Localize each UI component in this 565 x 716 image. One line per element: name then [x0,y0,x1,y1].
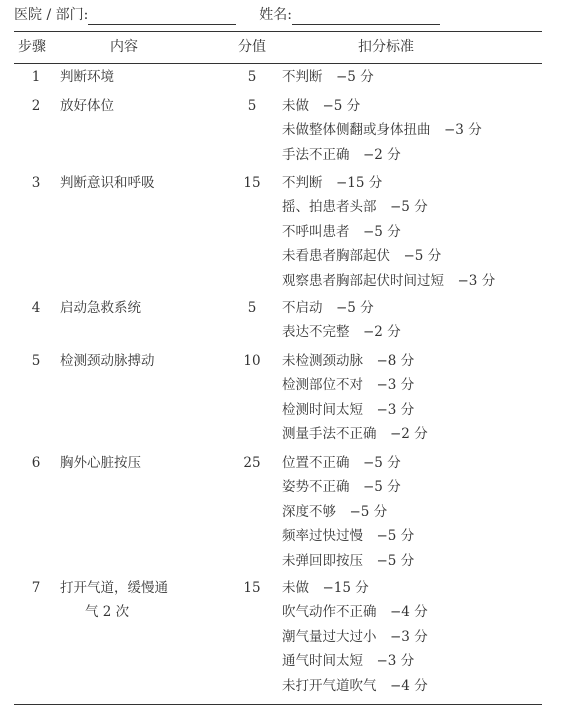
deduction-criteria [282,296,401,345]
deduction-item: 摇、拍患者头部 −5 分 [282,199,428,216]
score-value: 5 [247,98,257,114]
deduction-item: 未看患者胸部起伏 −5 分 [282,248,442,265]
deduction-item: 吹气动作不正确 −4 分 [282,604,428,621]
step-number: 6 [31,455,41,471]
deduction-item: 检测时间太短 −3 分 [282,401,415,418]
score-value: 15 [243,175,261,191]
deduction-item: 测量手法不正确 −2 分 [282,426,428,443]
col-header-step: 步骤 [18,39,46,55]
step-content [60,94,210,118]
deduction-item: 不启动 −5 分 [282,300,374,316]
deduction-item: 深度不够 −5 分 [282,503,388,520]
deduction-item: 未弹回即按压 −5 分 [282,552,415,569]
content-line: 放好体位 [60,98,114,114]
deduction-item: 不判断 −15 分 [282,175,383,191]
deduction-item: 姿势不正确 −5 分 [282,479,401,496]
table-bottom-rule [14,704,542,705]
content-line: 打开气道，缓慢通 [60,580,168,596]
deduction-criteria [282,171,495,293]
deduction-item: 检测部位不对 −3 分 [282,377,415,394]
deduction-item: 手法不正确 −2 分 [282,146,401,163]
deduction-item: 不呼叫患者 −5 分 [282,223,401,240]
content-line: 胸外心脏按压 [60,455,141,471]
deduction-criteria [282,65,374,89]
score-value: 10 [243,353,261,369]
content-line: 判断意识和呼吸 [60,175,155,191]
step-number: 2 [31,98,41,114]
deduction-item: 表达不完整 −2 分 [282,324,401,341]
step-content [60,296,210,320]
step-content [60,65,210,89]
deduction-item: 未检测颈动脉 −8 分 [282,353,415,369]
form-header [14,5,440,25]
step-number: 5 [31,353,41,369]
score-value: 5 [247,69,257,85]
step-number: 1 [31,69,41,85]
step-content [60,171,210,195]
col-header-deduction: 扣分标准 [358,39,414,55]
content-line: 判断环境 [60,69,114,85]
deduction-criteria [282,576,428,698]
deduction-item: 未做整体侧翻或身体扭曲 −3 分 [282,122,482,139]
deduction-item: 观察患者胸部起伏时间过短 −3 分 [282,272,496,289]
deduction-item: 位置不正确 −5 分 [282,455,401,471]
col-header-content: 内容 [110,39,138,55]
deduction-item: 不判断 −5 分 [282,69,374,85]
hospital-blank-line [88,8,236,25]
deduction-item: 未做 −15 分 [282,580,369,596]
step-number: 7 [31,580,41,596]
table-top-rule [14,31,542,32]
step-number: 4 [31,300,41,316]
step-number: 3 [31,175,41,191]
deduction-criteria [282,451,414,573]
hospital-label: 医院 / 部门: [14,7,89,23]
content-line: 检测颈动脉搏动 [60,353,155,369]
step-content [60,451,210,475]
deduction-criteria [282,349,428,447]
name-blank-line [292,8,440,25]
score-value: 25 [243,455,261,471]
content-line: 启动急救系统 [60,300,141,316]
deduction-item: 通气时间太短 −3 分 [282,653,415,670]
step-content [60,349,210,373]
col-header-score: 分值 [238,39,266,55]
deduction-item: 未做 −5 分 [282,98,361,114]
table-header-rule [14,63,542,64]
deduction-item: 未打开气道吹气 −4 分 [282,677,428,694]
score-value: 15 [243,580,261,596]
deduction-criteria [282,94,482,167]
score-value: 5 [247,300,257,316]
name-label: 姓名: [259,7,292,23]
step-content [60,576,210,625]
content-line: 气 2 次 [85,604,130,621]
deduction-item: 潮气量过大过小 −3 分 [282,628,428,645]
deduction-item: 频率过快过慢 −5 分 [282,528,415,545]
